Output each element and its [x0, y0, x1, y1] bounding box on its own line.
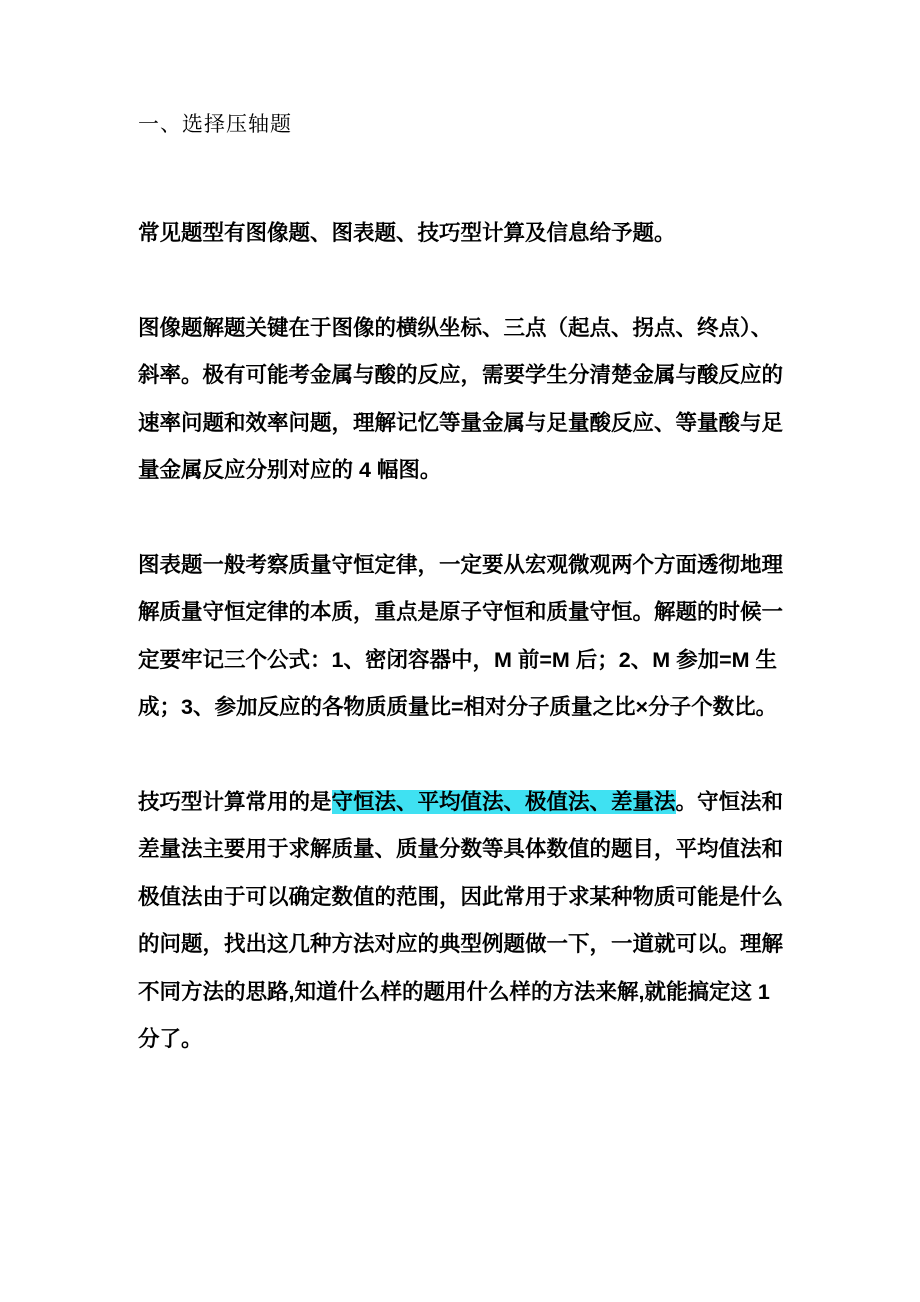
text-line: 图表题一般考察质量守恒定律，一定要从宏观微观两个方面透彻地理 — [138, 552, 784, 577]
text-line — [138, 779, 800, 827]
text-line: 斜率。极有可能考金属与酸的反应，需要学生分清楚金属与酸反应的 — [138, 363, 784, 387]
text-line: 分了。 — [138, 1027, 203, 1051]
paragraph-table-questions — [138, 542, 800, 732]
text-line: 成；3、参加反应的各物质质量比=相对分子质量之比×分子个数比。 — [138, 695, 778, 719]
section-heading: 一、选择压轴题 — [138, 112, 292, 136]
text-line: 常见题型有图像题、图表题、技巧型计算及信息给予题。 — [138, 221, 676, 245]
text-line: 速率问题和效率问题，理解记忆等量金属与足量酸反应、等量酸与足 — [138, 410, 784, 435]
text-line: 解质量守恒定律的本质，重点是原子守恒和质量守恒。解题的时候一 — [138, 600, 784, 624]
highlighted-text: 守恒法、平均值法、极值法、差量法 — [331, 789, 676, 814]
text-segment: 技巧型计算常用的是 — [138, 789, 332, 814]
text-line: 的问题，找出这几种方法对应的典型例题做一下，一道就可以。理解 — [138, 932, 784, 956]
paragraph-technique-calculation — [138, 779, 800, 1064]
text-line: 定要牢记三个公式：1、密闭容器中，M 前=M 后；2、M 参加=M 生 — [138, 647, 778, 672]
text-line: 差量法主要用于求解质量、质量分数等具体数值的题目，平均值法和 — [138, 837, 784, 861]
text-line: 图像题解题关键在于图像的横纵坐标、三点（起点、拐点、终点）、 — [138, 315, 773, 340]
text-line: 极值法由于可以确定数值的范围，因此常用于求某种物质可能是什么 — [138, 884, 784, 909]
text-line: 量金属反应分别对应的 4 幅图。 — [138, 458, 442, 482]
paragraph-common-question-types — [138, 210, 800, 258]
text-segment: 。守恒法和 — [675, 789, 784, 814]
text-line: 不同方法的思路,知道什么样的题用什么样的方法来解,就能搞定这 1 — [138, 979, 770, 1004]
paragraph-image-questions — [138, 305, 800, 495]
